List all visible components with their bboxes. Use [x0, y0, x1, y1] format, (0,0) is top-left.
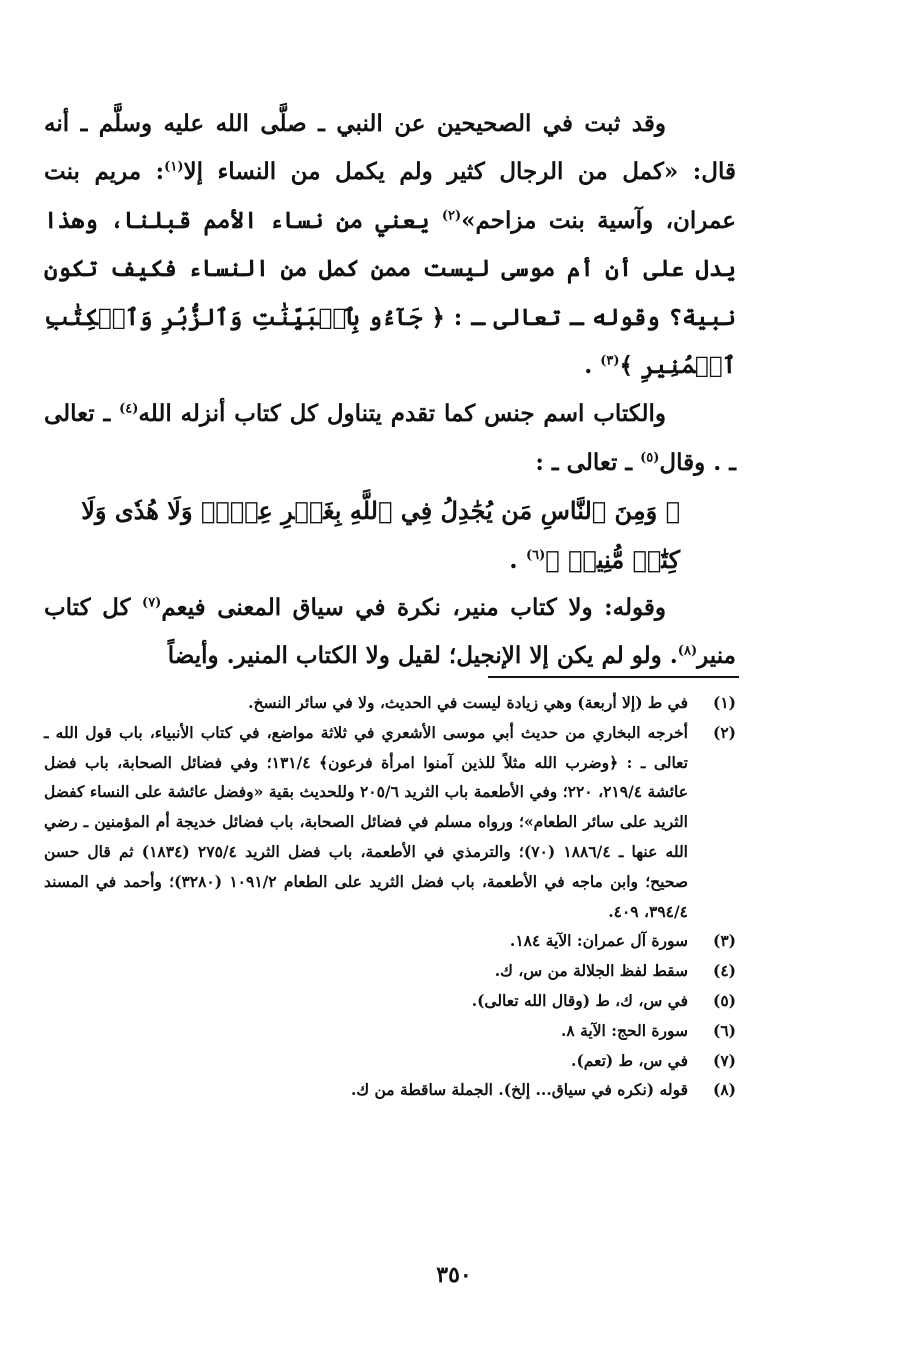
paragraph-2-part-c: ـ تعالى ـ :	[535, 448, 641, 476]
quran-verse-text: ﴿ وَمِنَ ٱلنَّاسِ مَن يُجَٰدِلُ فِي ٱللَّهِ بِغَيۡرِ عِلۡمٖ وَلَا هُدٗى وَلَا كِتَٰبٖ مُّنِيرٖ ﴾	[81, 496, 680, 574]
footnote-ref-8: (٨)	[677, 643, 698, 659]
footnote-number: (٧)	[712, 1050, 736, 1070]
footnote-ref-4: (٤)	[119, 401, 139, 417]
footnote-2	[44, 718, 736, 927]
footnote-7	[44, 1046, 736, 1076]
footnote-number: (١)	[712, 693, 736, 712]
footnote-ref-6: (٦)	[525, 547, 546, 563]
footnote-number: (٨)	[712, 1080, 736, 1100]
footnote-text: في س، ط (تعم).	[571, 1050, 688, 1070]
paragraph-2-part-a: والكتاب اسم جنس كما تقدم يتناول كل كتاب أنزله الله	[138, 400, 667, 428]
paragraph-3-part-c: . ولو لم يكن إلا الإنجيل؛ لقيل ولا الكتاب المنير. وأيضاً	[167, 642, 678, 670]
paragraph-3-part-b: كل كتاب منير	[44, 594, 736, 670]
quran-verse-end: .	[509, 544, 526, 574]
footnote-8	[44, 1075, 736, 1105]
paragraph-1-part-c: يعني من نساء الأمم قبلنا، وهذا يدل على أن أم موسى ليست ممن كمل من النساء فكيف تكون نبية؟ وقوله ـ تعالى ـ : ﴿ جَآءُو بِٱلۡبَيِّنَٰتِ وَٱلزُّبُرِ وَٱلۡكِتَٰبِ ٱلۡمُنِيرِ ﴾	[44, 206, 736, 380]
paragraph-1	[44, 100, 736, 390]
footnote-ref-2: (٢)	[441, 208, 462, 224]
footnote-ref-3: (٣)	[600, 353, 620, 369]
footnote-separator	[488, 676, 739, 678]
footnote-1	[44, 688, 736, 718]
footnote-text: سورة الحج: الآية ٨.	[560, 1020, 688, 1040]
paragraph-3	[44, 584, 736, 681]
footnotes	[44, 688, 736, 1105]
paragraph-1-part-a: وقد ثبت في الصحيحين عن النبي ـ صلَّى الله عليه وسلَّم ـ أنه قال: «كمل من الرجال كثير ولم يكمل من النساء إلا	[44, 110, 736, 186]
paragraph-1-part-b: : مريم بنت عمران، وآسية بنت مزاحم»	[44, 158, 736, 234]
footnote-3	[44, 926, 736, 956]
page-number: ٣٥٠	[436, 1262, 472, 1288]
footnote-number: (٣)	[712, 931, 736, 951]
paragraph-2-part-b: ـ تعالى ـ . وقال	[44, 400, 736, 476]
footnote-text: أخرجه البخاري من حديث أبي موسى الأشعري في ثلاثة مواضع، في كتاب الأنبياء، باب قول الله ـ تعالى ـ : ﴿وضرب الله مثلاً للذين آمنوا امرأة فرعون﴾ ١٣١/٤؛ وفي فضائل الصحابة، باب فضل عائشة ٢١٩/٤، ٢٢٠؛ وفي الأطعمة باب الثريد ٢٠٥/٦ وللحديث بقية «وفضل عائشة على النساء كفضل الثريد على سائر الطعام»؛ ورواه مسلم في فضائل الصحابة، باب فضائل خديجة أم المؤمنين ـ رضي الله عنها ـ ١٨٨٦/٤ (٧٠)؛ والترمذي في الأطعمة، باب فضل الثريد ٢٧٥/٤ (١٨٣٤) ثم قال حسن صحيح؛ وابن ماجه في الأطعمة، باب فضل الثريد على الطعام ١٠٩١/٢ (٣٢٨٠)؛ وأحمد في المسند ٣٩٤/٤، ٤٠٩.	[44, 722, 689, 921]
footnote-text: سقط لفظ الجلالة من س، ك.	[494, 961, 688, 981]
footnote-ref-1: (١)	[164, 159, 184, 175]
paragraph-3-part-a: وقوله: ولا كتاب منير، نكرة في سياق المعنى فيعم	[161, 594, 666, 622]
paragraph-2	[44, 390, 736, 487]
footnote-number: (٤)	[712, 961, 736, 981]
footnote-6	[44, 1016, 736, 1046]
footnote-text: قوله (نكره في سياق... إلخ). الجملة ساقطة من ك.	[350, 1080, 688, 1100]
footnote-text: في س، ك، ط (وقال الله تعالى).	[471, 990, 688, 1010]
footnote-number: (٦)	[712, 1020, 736, 1040]
footnote-number: (٢)	[712, 722, 736, 742]
footnote-4	[44, 956, 736, 986]
footnote-ref-5: (٥)	[640, 450, 660, 466]
footnote-text: في ط (إلا أربعة) وهي زيادة ليست في الحديث، ولا في سائر النسخ.	[248, 693, 688, 712]
paragraph-1-part-d: .	[584, 352, 601, 380]
footnote-5	[44, 986, 736, 1016]
footnote-text: سورة آل عمران: الآية ١٨٤.	[509, 931, 688, 951]
quran-verse	[44, 487, 736, 584]
footnote-ref-7: (٧)	[142, 595, 162, 611]
footnote-number: (٥)	[712, 990, 736, 1010]
main-text	[44, 100, 736, 681]
